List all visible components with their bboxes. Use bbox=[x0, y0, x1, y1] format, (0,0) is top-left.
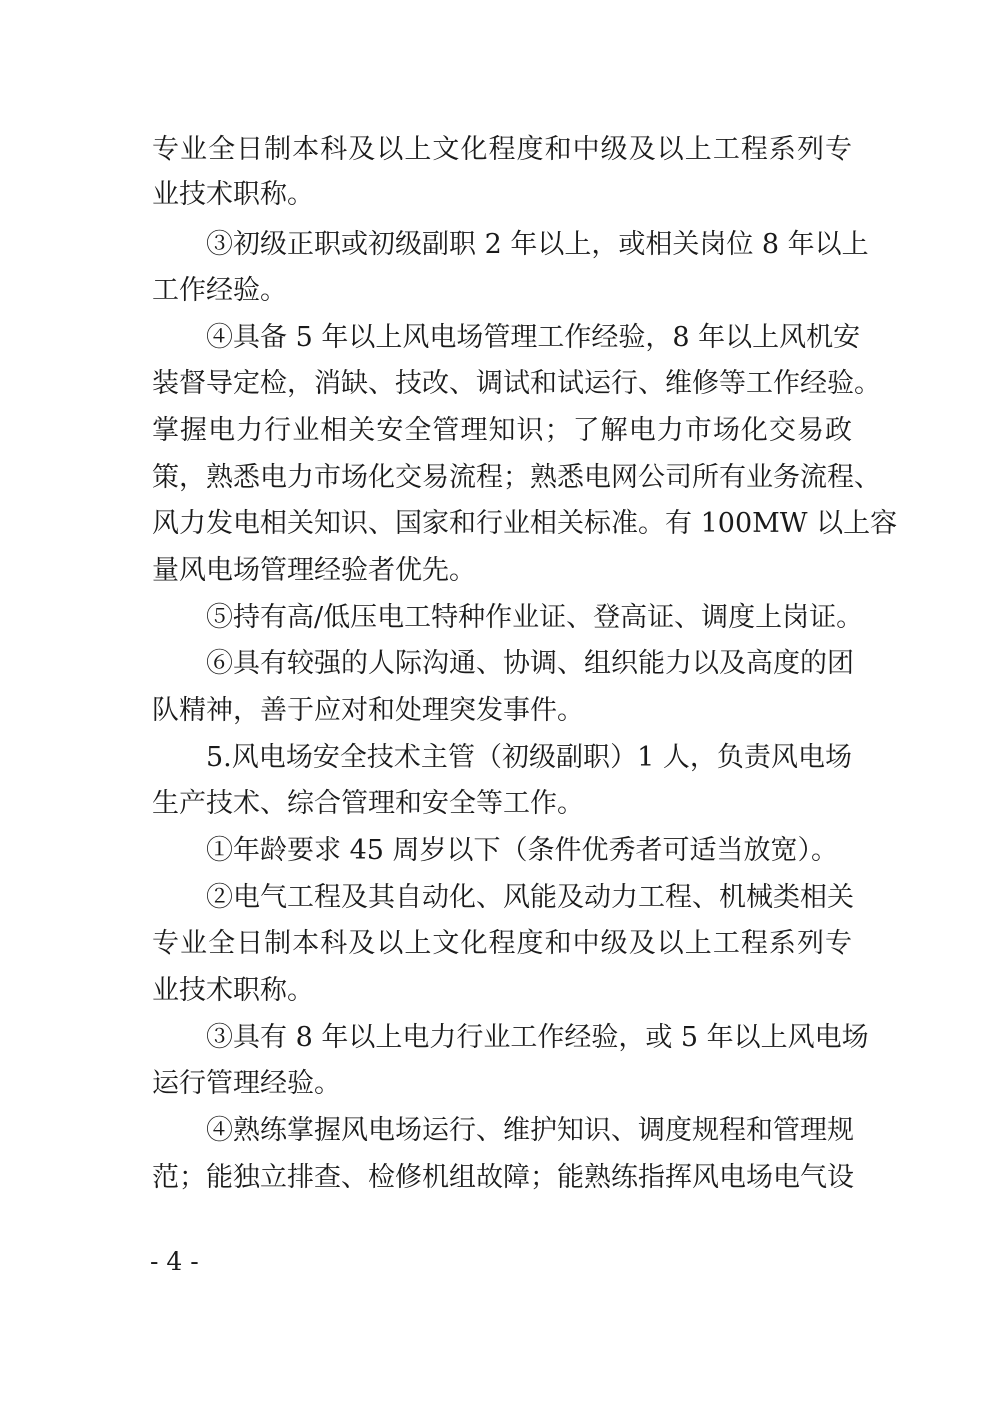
page-number: - 4 - bbox=[150, 1247, 199, 1276]
body-line: 策，熟悉电力市场化交易流程；熟悉电网公司所有业务流程、 bbox=[152, 462, 881, 493]
body-line: 专业全日制本科及以上文化程度和中级及以上工程系列专 bbox=[152, 134, 852, 165]
body-line: ②电气工程及其自动化、风能及动力工程、机械类相关 bbox=[206, 882, 854, 913]
body-line: 生产技术、综合管理和安全等工作。 bbox=[152, 788, 584, 819]
body-line: 范；能独立排查、检修机组故障；能熟练指挥风电场电气设 bbox=[152, 1162, 854, 1193]
body-line: 运行管理经验。 bbox=[152, 1068, 341, 1099]
body-line: 装督导定检，消缺、技改、调试和试运行、维修等工作经验。 bbox=[152, 368, 881, 399]
body-line: ④具备 5 年以上风电场管理工作经验，8 年以上风机安 bbox=[206, 322, 861, 353]
body-line: 业技术职称。 bbox=[152, 179, 314, 210]
body-line: ⑥具有较强的人际沟通、协调、组织能力以及高度的团 bbox=[206, 648, 854, 679]
body-line: 工作经验。 bbox=[152, 275, 287, 306]
body-line: ⑤持有高/低压电工特种作业证、登高证、调度上岗证。 bbox=[206, 602, 864, 633]
body-line: 掌握电力行业相关安全管理知识；了解电力市场化交易政 bbox=[152, 415, 852, 446]
body-line: ①年龄要求 45 周岁以下（条件优秀者可适当放宽）。 bbox=[206, 835, 839, 866]
body-line: 量风电场管理经验者优先。 bbox=[152, 555, 476, 586]
body-line: ④熟练掌握风电场运行、维护知识、调度规程和管理规 bbox=[206, 1115, 854, 1146]
body-line: 队精神，善于应对和处理突发事件。 bbox=[152, 695, 584, 726]
body-line: ③具有 8 年以上电力行业工作经验，或 5 年以上风电场 bbox=[206, 1022, 869, 1053]
body-line: 业技术职称。 bbox=[152, 975, 314, 1006]
body-line: 专业全日制本科及以上文化程度和中级及以上工程系列专 bbox=[152, 928, 852, 959]
body-line: 风力发电相关知识、国家和行业相关标准。有 100MW 以上容 bbox=[152, 508, 898, 539]
section-heading-line: 5.风电场安全技术主管（初级副职）1 人，负责风电场 bbox=[206, 742, 852, 773]
body-line: ③初级正职或初级副职 2 年以上，或相关岗位 8 年以上 bbox=[206, 229, 869, 260]
